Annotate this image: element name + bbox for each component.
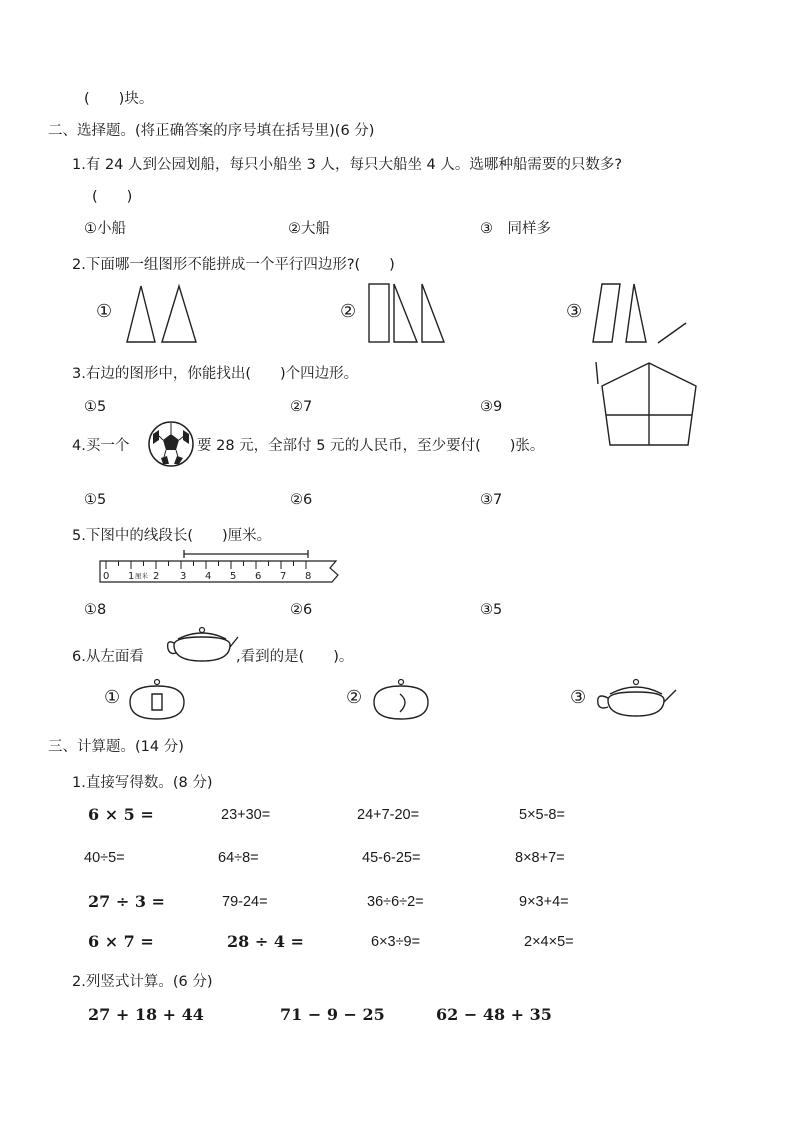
q6-option-2-figure [370,676,436,722]
q2-label-3: ③ [566,301,583,322]
calc-r3-c1: 27 ÷ 3 = [88,892,165,911]
q3-option-2: ②7 [290,399,313,415]
calc-r2-c4: 8×8+7= [515,850,565,866]
q5-text: 5.下图中的线段长( )厘米。 [72,528,272,544]
q2-label-2: ② [340,301,357,322]
q4-text-before: 4.买一个 [72,438,130,454]
calc-r4-c2: 28 ÷ 4 = [227,932,304,951]
q3-option-1: ①5 [84,399,107,415]
calc-r4-c3: 6×3÷9= [371,934,421,950]
calc-r3-c4: 9×3+4= [519,894,569,910]
section2-heading: 二、选择题。(将正确答案的序号填在括号里)(6 分) [48,123,375,139]
q5-option-3: ③5 [480,602,503,618]
q2-text: 2.下面哪一组图形不能拼成一个平行四边形?( ) [72,257,395,273]
q3-text: 3.右边的图形中，你能找出( )个四边形。 [72,366,359,382]
q2-figure-1 [124,283,204,345]
ruler-tick-label-6: 6 [255,571,262,582]
ruler-tick-label-8: 8 [305,571,312,582]
calc-r4-c1: 6 × 7 = [88,932,154,951]
calc-r2-c3: 45-6-25= [362,850,421,866]
calc-r1-c2: 23+30= [221,807,271,823]
vertical-calc-1: 27 + 18 + 44 [88,1005,204,1024]
ruler-tick-label-7: 7 [280,571,287,582]
q6-option-1-figure [124,676,190,722]
calc-r4-c4: 2×4×5= [524,934,574,950]
ruler-tick-label-1: 1 [128,571,135,582]
ruler-unit-label: 厘米 [135,572,148,580]
calc-r1-c4: 5×5-8= [519,807,565,823]
q6-text-after: ,看到的是( )。 [236,649,354,665]
q5-option-2: ②6 [290,602,313,618]
q4-option-2: ②6 [290,492,313,508]
q6-option-3-figure [594,674,680,722]
ruler-tick-label-5: 5 [230,571,237,582]
q4-option-3: ③7 [480,492,503,508]
q4-text-after: 要 28 元，全部付 5 元的人民币，至少要付( )张。 [197,438,545,454]
vertical-calc-3: 62 − 48 + 35 [436,1005,552,1024]
q5-option-1: ①8 [84,602,107,618]
q1-answer-blank: ( ) [92,189,133,205]
q1-option-1: ①小船 [84,221,126,237]
ruler-tick-label-3: 3 [180,571,187,582]
q6-label-2: ② [346,687,363,708]
soccer-ball-icon [147,420,195,468]
q5-ruler [98,548,348,590]
teapot-icon [164,625,240,665]
ruler-tick-label-4: 4 [205,571,212,582]
calc-r2-c1: 40÷5= [84,850,125,866]
calc-r2-c2: 64÷8= [218,850,259,866]
q1-option-2: ②大船 [288,221,330,237]
calc-r3-c3: 36÷6÷2= [367,894,424,910]
q2-figure-2 [366,281,450,345]
q2-label-1: ① [96,301,113,322]
p1-heading: 1.直接写得数。(8 分) [72,775,213,791]
p2-heading: 2.列竖式计算。(6 分) [72,974,213,990]
section3-heading: 三、计算题。(14 分) [48,739,184,755]
q2-figure-3 [590,281,700,349]
calc-r1-c1: 6 × 5 = [88,805,154,824]
top-blank: ( )块。 [84,91,154,107]
calc-r1-c3: 24+7-20= [357,807,420,823]
ruler-tick-label-0: 0 [103,571,110,582]
q1-option-3: ③ 同样多 [480,221,551,237]
q6-text-before: 6.从左面看 [72,649,144,665]
ruler-tick-label-2: 2 [153,571,160,582]
q1-text: 1.有 24 人到公园划船，每只小船坐 3 人，每只大船坐 4 人。选哪种船需要的只数多? [72,157,623,173]
q6-label-1: ① [104,687,121,708]
calc-r3-c2: 79-24= [222,894,268,910]
q3-pentagon-figure [592,360,704,448]
vertical-calc-2: 71 − 9 − 25 [280,1005,385,1024]
q4-option-1: ①5 [84,492,107,508]
q3-option-3: ③9 [480,399,503,415]
q6-label-3: ③ [570,687,587,708]
